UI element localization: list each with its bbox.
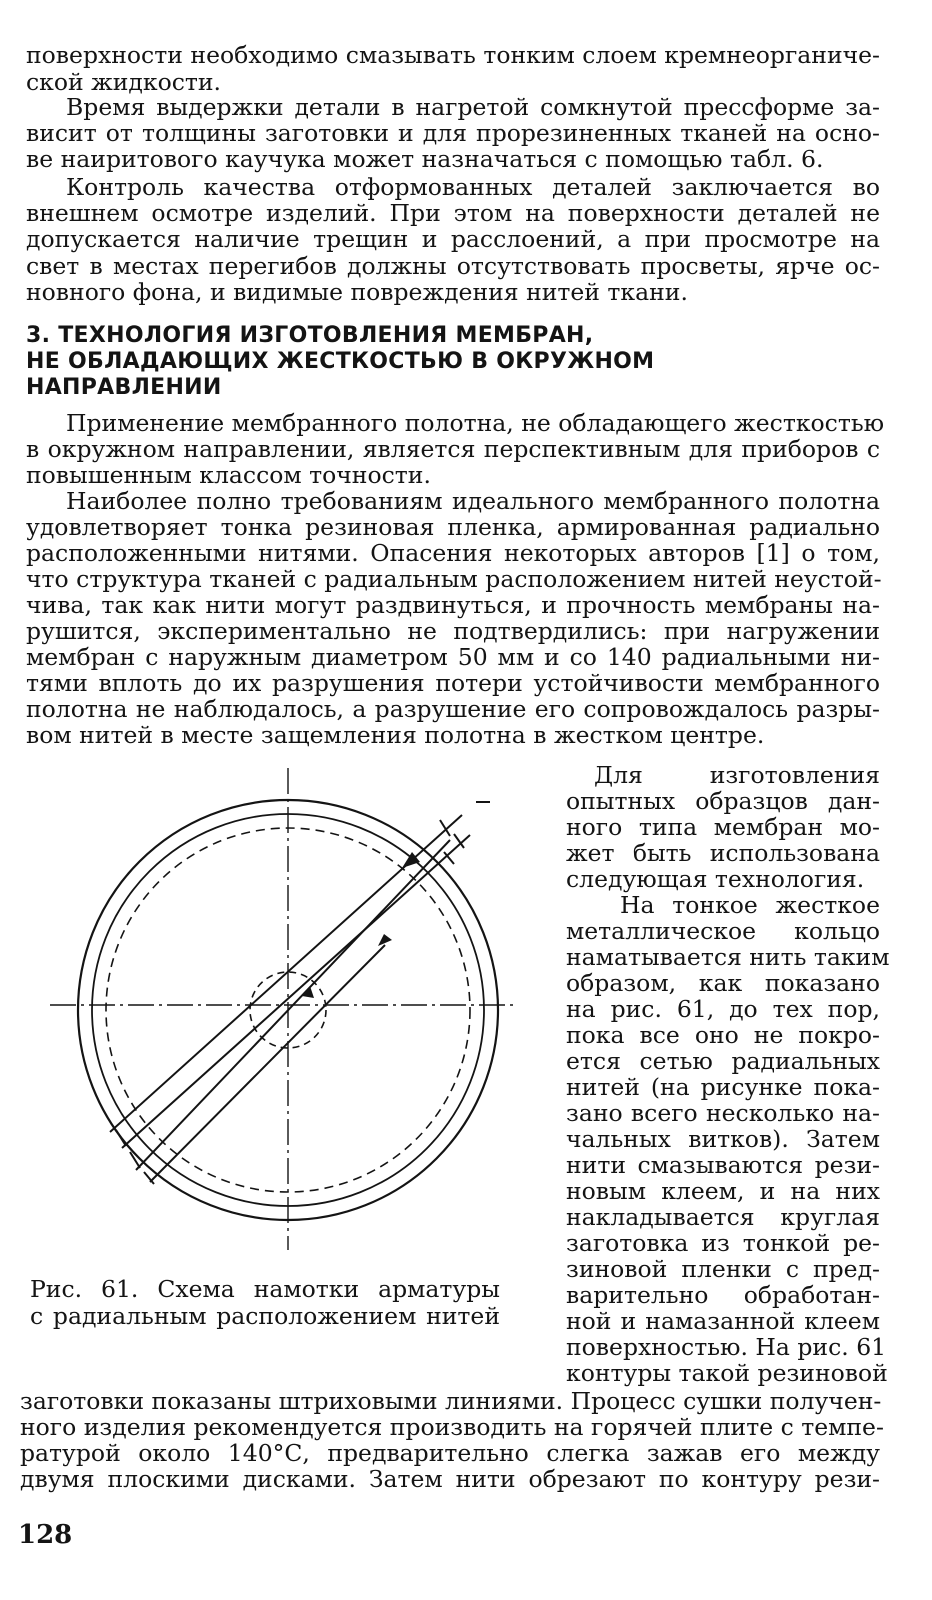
text-line: поверхности необходимо смазывать тонким слоем кремнеорганиче- xyxy=(26,41,880,69)
text-line: Контроль качества отформованных деталей заключается во xyxy=(66,173,880,201)
text-line: накладывается круглая xyxy=(566,1203,880,1231)
text-line: мембран с наружным диаметром 50 мм и со 140 радиальными ни- xyxy=(26,643,880,671)
text-line: новного фона, и видимые повреждения нитей ткани. xyxy=(26,278,688,306)
text-line: варительно обработан- xyxy=(566,1281,880,1309)
text-line: следующая технология. xyxy=(566,865,865,893)
text-line: зиновой пленки с пред- xyxy=(566,1255,880,1283)
text-line: допускается наличие трещин и расслоений, а при просмотре на xyxy=(26,225,880,253)
text-line: образом, как показано xyxy=(566,969,880,997)
text-line: двумя плоскими дисками. Затем нити обрезают по контуру рези- xyxy=(20,1465,880,1493)
text-line: чива, так как нити могут раздвинуться, и прочность мембраны на- xyxy=(26,591,880,619)
text-line: удовлетворяет тонка резиновая пленка, армированная радиально xyxy=(26,513,880,541)
text-line: нитей (на рисунке пока- xyxy=(566,1073,880,1101)
figure-caption: с радиальным расположением нитей xyxy=(30,1302,500,1330)
text-line: ве наиритового каучука может назначаться с помощью табл. 6. xyxy=(26,145,824,173)
page-number: 128 xyxy=(18,1520,73,1550)
text-line: заготовки показаны штриховыми линиями. Процесс сушки получен- xyxy=(20,1387,882,1415)
text-line: ской жидкости. xyxy=(26,68,222,96)
text-line: что структура тканей с радиальным расположением нитей неустой- xyxy=(26,565,882,593)
text-line: наматывается нить таким xyxy=(566,943,890,971)
text-line: в окружном направлении, является перспективным для приборов с xyxy=(26,435,880,463)
text-line: ратурой около 140°С, предварительно слегка зажав его между xyxy=(20,1439,880,1467)
text-line: Наиболее полно требованиям идеального мембранного полотна xyxy=(66,487,880,515)
text-line: расположенными нитями. Опасения некоторых авторов [1] о том, xyxy=(26,539,880,567)
text-line: На тонкое жесткое xyxy=(620,891,880,919)
text-line: Для изготовления xyxy=(594,761,880,789)
text-line: опытных образцов дан- xyxy=(566,787,880,815)
text-line: нити смазываются рези- xyxy=(566,1151,880,1179)
text-line: Время выдержки детали в нагретой сомкнутой прессформе за- xyxy=(66,93,880,121)
figure-61-diagram xyxy=(40,760,520,1250)
text-line: полотна не наблюдалось, а разрушение его сопровождалось разры- xyxy=(26,695,880,723)
thread-line xyxy=(122,835,470,1148)
text-line: на рис. 61, до тех пор, xyxy=(566,995,880,1023)
text-line: Применение мембранного полотна, не обладающего жесткостью xyxy=(66,409,885,437)
text-line: контуры такой резиновой xyxy=(566,1359,888,1387)
figure-caption: Рис. 61. Схема намотки арматуры xyxy=(30,1275,500,1303)
text-line: пока все оно не покро- xyxy=(566,1021,880,1049)
text-line: заготовка из тонкой ре- xyxy=(566,1229,880,1257)
text-line: тями вплоть до их разрушения потери устойчивости мембранного xyxy=(26,669,880,697)
section-heading-line: НЕ ОБЛАДАЮЩИХ ЖЕСТКОСТЬЮ В ОКРУЖНОМ xyxy=(26,349,655,374)
text-line: рушится, экспериментально не подтвердились: при нагружении xyxy=(26,617,880,645)
text-line: свет в местах перегибов должны отсутствовать просветы, ярче ос- xyxy=(26,252,880,280)
text-line: ется сетью радиальных xyxy=(566,1047,880,1075)
text-line: новым клеем, и на них xyxy=(566,1177,880,1205)
text-line: чальных витков). Затем xyxy=(566,1125,880,1153)
section-heading-line: 3. ТЕХНОЛОГИЯ ИЗГОТОВЛЕНИЯ МЕМБРАН, xyxy=(26,323,594,348)
text-line: вом нитей в месте защемления полотна в жестком центре. xyxy=(26,721,765,749)
text-line: ного типа мембран мо- xyxy=(566,813,880,841)
text-line: внешнем осмотре изделий. При этом на поверхности деталей не xyxy=(26,199,880,227)
text-line: повышенным классом точности. xyxy=(26,461,431,489)
text-line: жет быть использована xyxy=(566,839,880,867)
text-line: зано всего несколько на- xyxy=(566,1099,880,1127)
arrow-head xyxy=(378,934,392,946)
text-line: ного изделия рекомендуется производить на горячей плите с темпе- xyxy=(20,1413,884,1441)
text-line: поверхностью. На рис. 61 xyxy=(566,1333,887,1361)
text-line: металлическое кольцо xyxy=(566,917,880,945)
section-heading-line: НАПРАВЛЕНИИ xyxy=(26,375,222,400)
text-line: висит от толщины заготовки и для прорезиненных тканей на осно- xyxy=(26,119,880,147)
text-line: ной и намазанной клеем xyxy=(566,1307,880,1335)
